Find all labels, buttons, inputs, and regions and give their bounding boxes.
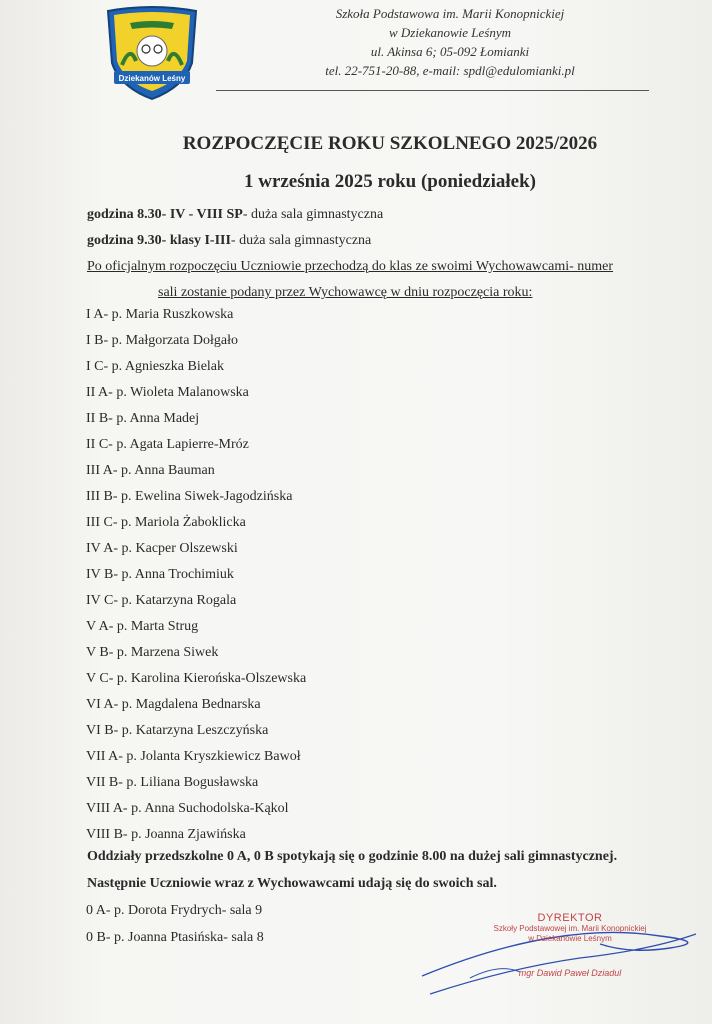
logo-ribbon-text: Dziekanów Leśny xyxy=(118,74,186,83)
stamp-director-name: mgr Dawid Paweł Dziadul xyxy=(518,968,622,978)
schedule-place: - duża sala gimnastyczna xyxy=(242,207,384,222)
class-list-item: I A- p. Maria Ruszkowska xyxy=(86,307,234,322)
class-list-item: VI B- p. Katarzyna Leszczyńska xyxy=(86,723,269,738)
class-list-item: III A- p. Anna Bauman xyxy=(86,463,215,478)
class-list-item: II B- p. Anna Madej xyxy=(86,411,200,426)
schedule-line xyxy=(87,207,383,223)
note-line: Po oficjalnym rozpoczęciu Uczniowie przechodzą do klas ze swoimi Wychowawcami- numer xyxy=(87,259,614,274)
class-list-item: IV C- p. Katarzyna Rogala xyxy=(86,593,237,608)
director-stamp xyxy=(470,912,670,978)
class-list-item: VIII B- p. Joanna Zjawińska xyxy=(86,827,246,842)
class-list-item: VI A- p. Magdalena Bednarska xyxy=(86,697,261,712)
school-logo xyxy=(100,5,204,103)
letterhead xyxy=(300,4,600,80)
stamp-title: DYREKTOR xyxy=(537,912,603,924)
stamp-school: Szkoły Podstawowej im. Marii Konopnickiej xyxy=(493,924,647,933)
class-list-item: I C- p. Agnieszka Bielak xyxy=(86,359,225,374)
class-list-item: V C- p. Karolina Kierońska-Olszewska xyxy=(86,671,307,686)
class-list-item: IV B- p. Anna Trochimiuk xyxy=(86,567,234,582)
letterhead-school-name: Szkoła Podstawowa im. Marii Konopnickiej xyxy=(335,6,565,21)
class-list-item: V A- p. Marta Strug xyxy=(86,619,199,634)
preschool-class-item: 0 B- p. Joanna Ptasińska- sala 8 xyxy=(86,930,264,945)
stamp-location: w Dziekanowie Leśnym xyxy=(528,934,612,943)
letterhead-address: ul. Akinsa 6; 05-092 Łomianki xyxy=(370,44,530,59)
class-list-item: IV A- p. Kacper Olszewski xyxy=(86,541,238,556)
note-line: sali zostanie podany przez Wychowawcę w dniu rozpoczęcia roku: xyxy=(158,285,533,300)
schedule-time: godzina 8.30- IV - VIII SP xyxy=(87,207,243,222)
preschool-class-item: 0 A- p. Dorota Frydrych- sala 9 xyxy=(86,903,263,918)
schedule-place: - duża sala gimnastyczna xyxy=(230,233,372,248)
class-list-item: VIII A- p. Anna Suchodolska-Kąkol xyxy=(86,801,289,816)
letterhead-contact: tel. 22-751-20-88, e-mail: spdl@edulomianki.pl xyxy=(325,63,575,78)
document-date: 1 września 2025 roku (poniedziałek) xyxy=(243,171,537,192)
letterhead-location: w Dziekanowie Leśnym xyxy=(388,25,512,40)
class-list-item: II A- p. Wioleta Malanowska xyxy=(86,385,249,400)
class-list-item: VII B- p. Liliana Bogusławska xyxy=(86,775,259,790)
class-list-item: III B- p. Ewelina Siwek-Jagodzińska xyxy=(86,489,293,504)
schedule-time: godzina 9.30- klasy I-III xyxy=(87,233,231,248)
class-list-item: III C- p. Mariola Żaboklicka xyxy=(86,515,246,530)
class-list-item: II C- p. Agata Lapierre-Mróz xyxy=(86,437,249,452)
preschool-note: Następnie Uczniowie wraz z Wychowawcami udają się do swoich sal. xyxy=(87,876,497,891)
letterhead-divider xyxy=(216,90,649,91)
schedule-line xyxy=(87,233,371,249)
class-list-item: VII A- p. Jolanta Kryszkiewicz Bawoł xyxy=(86,749,301,764)
document-title: ROZPOCZĘCIE ROKU SZKOLNEGO 2025/2026 xyxy=(182,133,598,154)
class-list-item: V B- p. Marzena Siwek xyxy=(86,645,219,660)
class-list-item: I B- p. Małgorzata Dołgało xyxy=(86,333,239,348)
preschool-note: Oddziały przedszkolne 0 A, 0 B spotykają się o godzinie 8.00 na dużej sali gimnastycznej. xyxy=(87,849,618,864)
